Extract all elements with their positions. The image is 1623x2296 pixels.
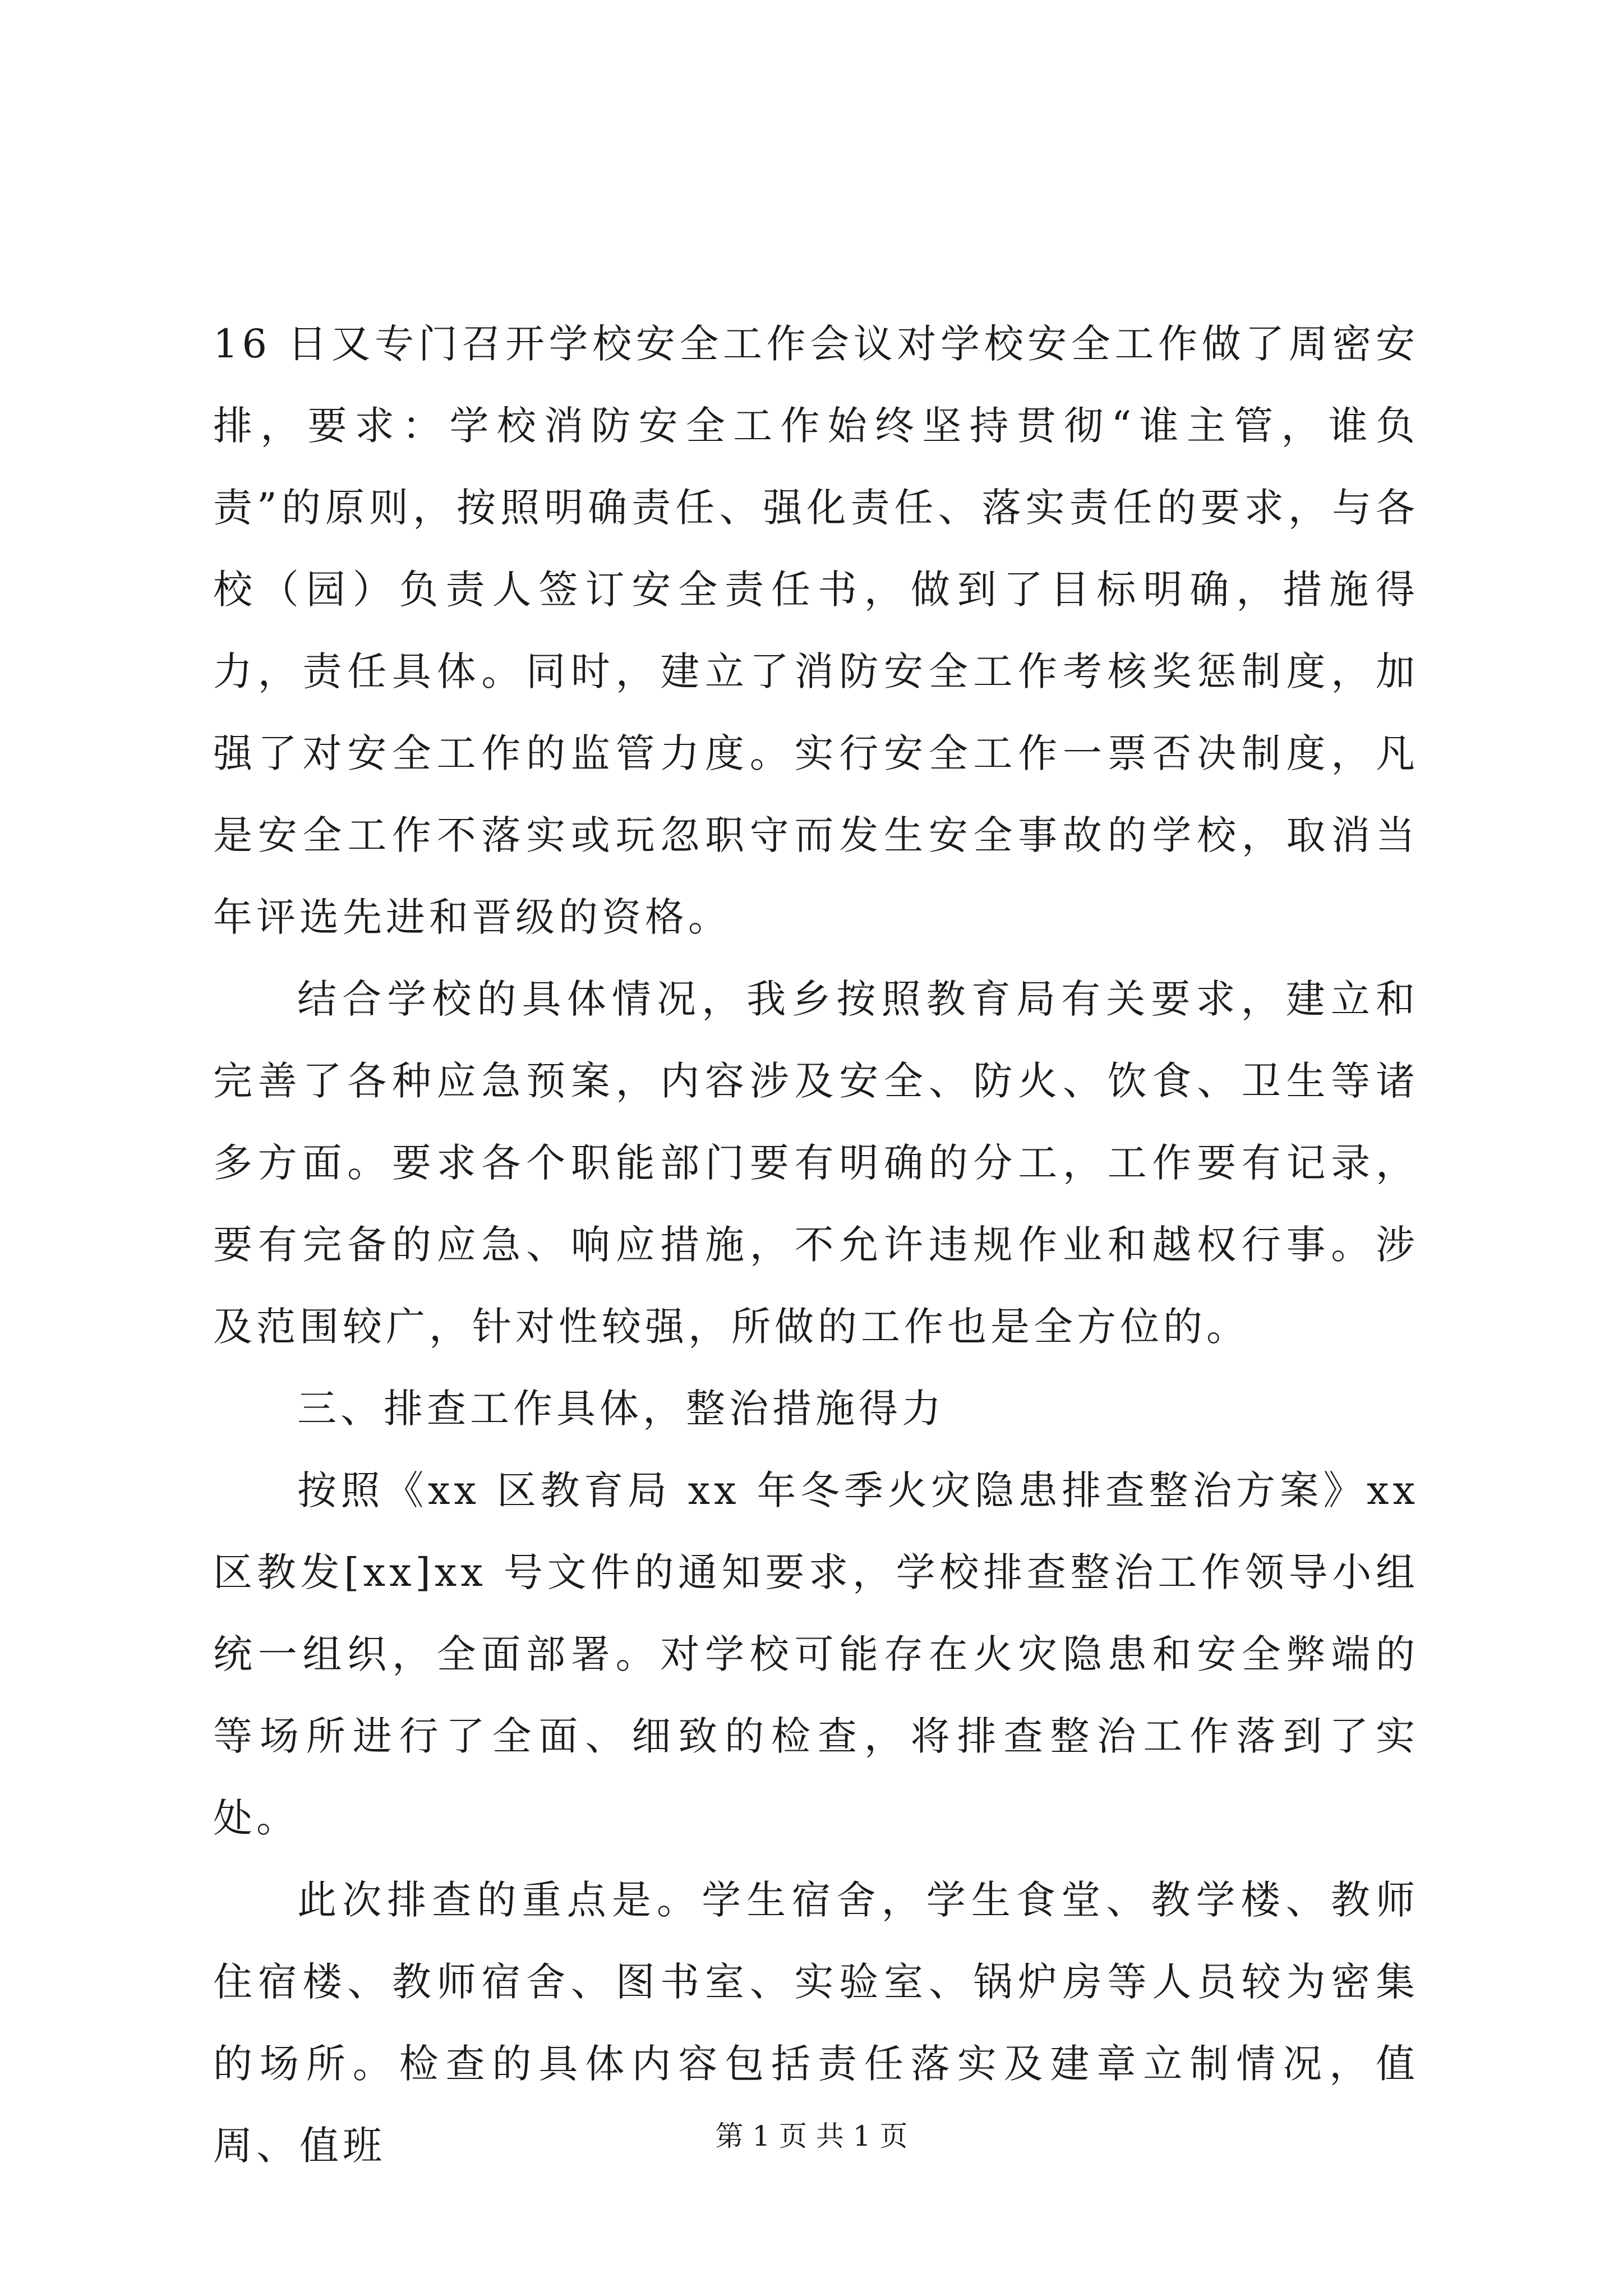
section-heading-3: 三、排查工作具体，整治措施得力 [297, 1386, 945, 1432]
paragraph-emergency-plans: 结合学校的具体情况，我乡按照教育局有关要求，建立和完善了各种应急预案，内容涉及安全、防火、饮食、卫生等诸多方面。要求各个职能部门要有明确的分工，工作要有记录，要有完备的应急、响应措施，不允许违规作业和越权行事。涉及范围较广，针对性较强，所做的工作也是全方位的。 [213, 976, 1419, 1350]
paragraph-continuation: 16 日又专门召开学校安全工作会议对学校安全工作做了周密安排，要求：学校消防安全工作始终坚持贯彻“谁主管，谁负责”的原则，按照明确责任、强化责任、落实责任的要求，与各校（园）负责人签订安全责任书，做到了目标明确，措施得力，责任具体。同时，建立了消防安全工作考核奖惩制度，加强了对安全工作的监管力度。实行安全工作一票否决制度，凡是安全工作不落实或玩忽职守而发生安全事故的学校，取消当年评选先进和晋级的资格。 [213, 321, 1419, 940]
document-body [213, 303, 1419, 2187]
paragraph-inspection-focus: 此次排查的重点是。学生宿舍，学生食堂、教学楼、教师住宿楼、教师宿舍、图书室、实验室、锅炉房等人员较为密集的场所。检查的具体内容包括责任落实及建章立制情况，值周、值班 [213, 1877, 1419, 2169]
paragraph-inspection-plan: 按照《xx 区教育局 xx 年冬季火灾隐患排查整治方案》xx 区教发[xx]xx 号文件的通知要求，学校排查整治工作领导小组统一组织，全面部署。对学校可能存在火灾隐患和安全弊端的等场所进行了全面、细致的检查，将排查整治工作落到了实处。 [213, 1467, 1419, 1841]
page-footer: 第 1 页 共 1 页 [715, 2120, 908, 2152]
